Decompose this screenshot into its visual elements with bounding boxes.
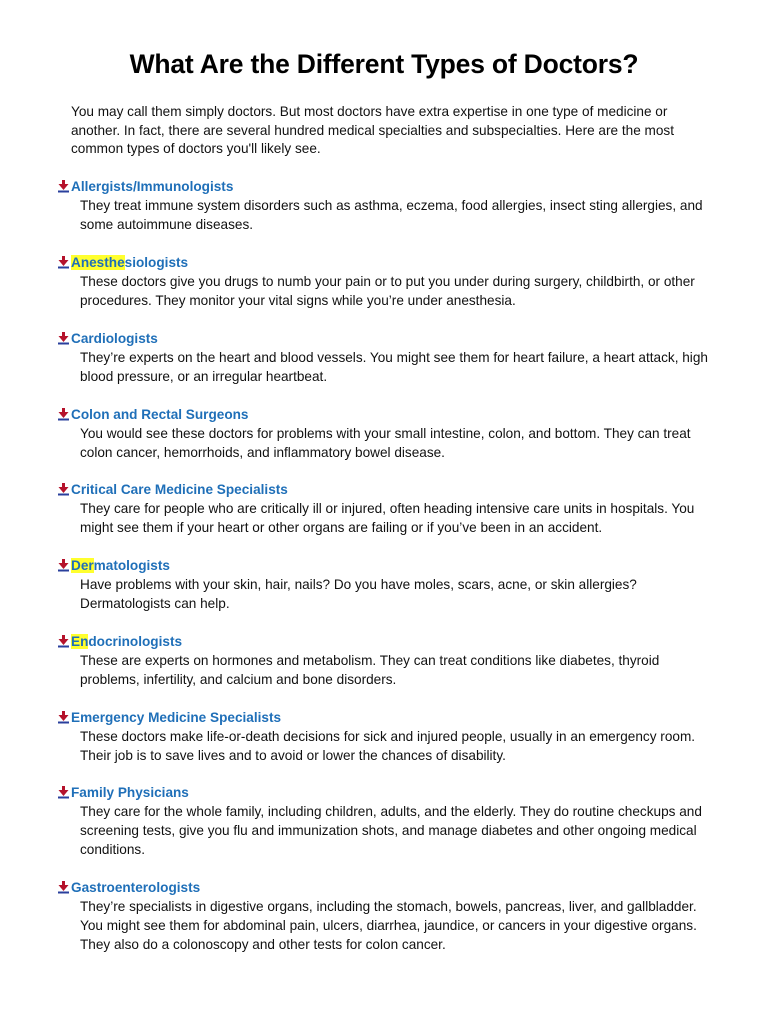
section-heading — [58, 253, 718, 272]
section-body: They care for the whole family, including children, adults, and the elderly. They do routine checkups and screening tests, give you flu and immunization shots, and manage diabetes and other ongoing medical conditions. — [80, 804, 702, 857]
page-title: What Are the Different Types of Doctors? — [129, 49, 639, 79]
section-emergency-medicine — [58, 708, 718, 765]
section-heading — [58, 177, 718, 196]
down-arrow-bullet-icon — [58, 711, 69, 724]
heading-highlight: Der — [71, 558, 94, 573]
down-arrow-bullet-icon — [58, 881, 69, 894]
intro-paragraph: You may call them simply doctors. But most doctors have extra expertise in one type of medicine or another. In fact, there are several hundred medical specialties and subspecialties. Here are the most common types of doctors you'll likely see. — [71, 104, 674, 157]
section-dermatologists — [58, 556, 718, 613]
section-heading — [58, 329, 718, 348]
section-gastroenterologists — [58, 878, 718, 954]
down-arrow-bullet-icon — [58, 559, 69, 572]
section-heading — [58, 632, 718, 651]
heading-rest: docrinologists — [88, 634, 183, 649]
section-body: You would see these doctors for problems with your small intestine, colon, and bottom. They can treat colon cancer, hemorrhoids, and inflammatory bowel disease. — [80, 426, 691, 460]
down-arrow-bullet-icon — [58, 408, 69, 421]
down-arrow-bullet-icon — [58, 786, 69, 799]
section-heading-text — [71, 329, 158, 348]
section-heading-text — [71, 556, 170, 575]
section-heading — [58, 480, 718, 499]
section-body: These are experts on hormones and metabolism. They can treat conditions like diabetes, thyroid problems, infertility, and calcium and bone disorders. — [80, 653, 660, 687]
section-anesthesiologists — [58, 253, 718, 310]
section-heading — [58, 405, 718, 424]
heading-rest: Critical Care Medicine Specialists — [71, 482, 288, 497]
section-family-physicians — [58, 783, 718, 859]
heading-rest: Colon and Rectal Surgeons — [71, 407, 249, 422]
down-arrow-bullet-icon — [58, 256, 69, 269]
section-body: These doctors make life-or-death decisions for sick and injured people, usually in an emergency room. Their job is to save lives and to avoid or lower the chances of disability. — [80, 729, 696, 763]
section-body: They treat immune system disorders such as asthma, eczema, food allergies, insect sting allergies, and some autoimmune diseases. — [80, 198, 703, 232]
section-heading-text — [71, 405, 249, 424]
section-heading-text — [71, 632, 182, 651]
section-heading — [58, 708, 718, 727]
down-arrow-bullet-icon — [58, 483, 69, 496]
down-arrow-bullet-icon — [58, 180, 69, 193]
section-allergists — [58, 177, 718, 234]
heading-rest: matologists — [93, 558, 170, 573]
section-body: They care for people who are critically ill or injured, often heading intensive care units in hospitals. You might see them if your heart or other organs are failing or if you’ve been in an accident. — [80, 501, 695, 535]
section-heading-text — [71, 177, 233, 196]
heading-rest: Emergency Medicine Specialists — [71, 710, 282, 725]
section-body: These doctors give you drugs to numb your pain or to put you under during surgery, childbirth, or other procedures. They monitor your vital signs while you’re under anesthesia. — [80, 274, 695, 308]
heading-rest: siologists — [124, 255, 189, 270]
heading-rest: Cardiologists — [71, 331, 158, 346]
heading-highlight: Anesthe — [71, 255, 125, 270]
section-heading — [58, 783, 718, 802]
section-heading-text — [71, 783, 189, 802]
section-colon-rectal-surgeons — [58, 405, 718, 462]
heading-highlight: En — [71, 634, 89, 649]
heading-rest: Allergists/Immunologists — [71, 179, 234, 194]
down-arrow-bullet-icon — [58, 332, 69, 345]
section-heading-text — [71, 878, 200, 897]
section-heading-text — [71, 253, 188, 272]
section-body: They’re experts on the heart and blood vessels. You might see them for heart failure, a heart attack, high blood pressure, or an irregular heartbeat. — [80, 350, 708, 384]
section-endocrinologists — [58, 632, 718, 689]
section-heading-text — [71, 708, 281, 727]
section-body: They’re specialists in digestive organs, including the stomach, bowels, pancreas, liver, and gallbladder. You might see them for abdominal pain, ulcers, diarrhea, jaundice, or cancers in your digestive organs. They also do a colonoscopy and other tests for colon cancer. — [80, 899, 697, 952]
section-heading — [58, 556, 718, 575]
section-heading-text — [71, 480, 288, 499]
section-cardiologists — [58, 329, 718, 386]
down-arrow-bullet-icon — [58, 635, 69, 648]
section-body: Have problems with your skin, hair, nails? Do you have moles, scars, acne, or skin allergies? Dermatologists can help. — [80, 577, 637, 611]
heading-rest: Family Physicians — [71, 785, 189, 800]
section-heading — [58, 878, 718, 897]
heading-rest: Gastroenterologists — [71, 880, 201, 895]
section-critical-care — [58, 480, 718, 537]
